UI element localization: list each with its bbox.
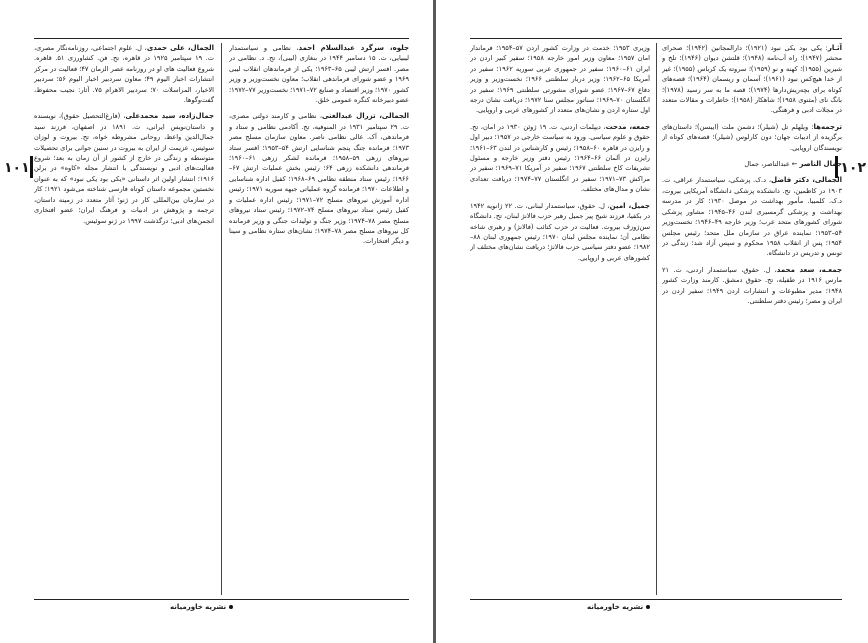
column-right — [662, 43, 842, 595]
page-number-marker — [30, 156, 33, 178]
entry — [470, 43, 650, 116]
bullet-icon — [229, 605, 233, 609]
entry-title: جمعه، مدحت — [605, 122, 650, 131]
entry — [229, 43, 409, 105]
book-gutter — [433, 0, 436, 643]
entry-text: ← عبدالناصر، جمال — [744, 160, 800, 169]
entry — [470, 122, 650, 195]
entry — [662, 122, 842, 153]
entry-title: جلوه، سرگرد عبدالسلام احمد — [298, 44, 409, 52]
entry-text: وزیری ۱۹۵۳؛ خدمت در وزارت کشور اردن ۵۷–۱۹۵۴؛ فرماندار امان ۱۹۵۷؛ معاون وزیر امور خارجه ۱۹۵۸؛ سفیر کبیر اردن در ایران ۶۱–۱۹۶۰؛ سفیر در جمهوری عربی سوریه ۱۹۶۲؛ سفیر در آمریکا ۶۵–۱۹۶۲؛ وزیر دربار سلطنتی ۱۹۶۶؛ نخست‌وزیر و وزیر دفاع ۶۷–۱۹۶۷؛ عضو شورای مشورتی سلطنتی ۱۹۶۹؛ سفیر در انگلستان ۷۰–۱۹۶۹؛ سناتور مجلس سنا ۱۹۷۲؛ دریافت نشان درجه اول ستاره اردن و نشان‌های متعدد از کشورهای عربی و اروپایی. — [470, 44, 650, 115]
entry-title: جمیل، امین — [609, 201, 650, 210]
entry-title: جمال الناصر — [799, 160, 842, 169]
entry-title: جمال‌زاده، سید محمدعلی — [125, 112, 214, 121]
entry-text: : یکی بود یکی نبود (۱۹۲۱)؛ دارالمجانین (۱۹۴۲)؛ صحرای محشر (۱۹۴۷)؛ راه آب‌نامه (۱۹۴۸)؛ قلتشن دیوان (۱۹۴۶)؛ تلخ و شیرین (۱۹۵۵)؛ کهنه و نو (۱۹۵۹)؛ سروته یک کرباس (۱۹۵۵)؛ غیر از خدا هیچ‌کس نبود (۱۹۶۱)؛ آسمان و ریسمان (۱۹۶۴)؛ قصه‌های کوتاه برای بچه‌ریش‌دارها (۱۹۷۴)؛ قصه ما به سر رسید (۱۹۷۸)؛ بانگ نای (مثنوی ۱۹۵۸)؛ شاهکار (۱۹۵۸)؛ خاطرات و مقالات متعدد در مجلات ادبی و فرهنگی. — [662, 44, 842, 115]
column-divider — [656, 43, 657, 595]
entry-text: ، دیپلمات اردنی، ت. ۱۹ ژوئن ۱۹۳۰ در امان، تح. حقوق و علوم سیاسی. ورود به سیاست خارجی در ۱۹۵۷؛ دبیر اول و رایزن در قاهره ۶۰–۱۹۵۸؛ رئیس و کارشناس در لندن ۶۳–۱۹۶۱؛ رایزن در آلمان ۶۶–۱۹۶۴؛ رئیس دفتر وزیر خارجه و مسئول تشریفات کاخ سلطنتی ۱۹۶۷؛ سفیر در آمریکا ۷۱–۱۹۶۹؛ سفیر در مراکش ۷۳–۱۹۷۱؛ سفیر در انگلستان ۷۷–۱۹۷۴؛ دریافت تعدادی نشان و مدال‌های مختلف. — [470, 122, 650, 194]
footer-title: نشریه خاورمیانه — [587, 603, 644, 611]
entry-text: ، ل. حقوق، سیاستمدار لبنانی، ت. ۲۲ ژانویه ۱۹۴۲ در بکفیا، فرزند شیخ پیر جمیل رهبر حزب فالانژ لبنان، تح. دانشگاه سن‌ژوزف بیروت. فعالیت در حزب کتائب (فالانژ) و رهبری شاخه نظامی آن؛ نماینده مجلس لبنان ۱۹۷۰؛ رئیس جمهوری لبنان ۸۸–۱۹۸۲؛ عضو دفتر سیاسی حزب فالانژ؛ دریافت نشان‌های مختلف از کشورهای عربی و اروپایی. — [470, 201, 650, 262]
entry — [662, 43, 842, 116]
entry-title: آثـار — [827, 44, 842, 52]
right-page — [437, 0, 868, 643]
entry-title: الجمالی، تزرال عبدالغنی — [321, 112, 409, 121]
page-number: ۱۰۱ — [4, 160, 30, 176]
entry — [662, 175, 842, 258]
entry-title: الجمال، علی حمدی — [146, 44, 214, 52]
entry-title: الجمالی، دکتر فاضل — [770, 176, 842, 185]
entry-text: ، نظامی و سیاستمدار لیبیایی، ت. ۱۵ دسامبر ۱۹۴۴ در بنغازی (لیبی)، تح. د. نظامی در مصر. افسر ارتش لیبی ۶۵–۱۹۶۳؛ یکی از فرماندهان انقلاب لیبی ۱۹۶۹ و عضو شورای فرماندهی انقلاب؛ معاون نخست‌وزیر و وزیر کشور ۱۹۷۰؛ وزیر اقتصاد و صنایع ۷۲–۱۹۷۱؛ نخست‌وزیر ۷۷–۱۹۷۲؛ عضو دبیرخانه کنگره عمومی خلق. — [229, 44, 409, 105]
left-page — [0, 0, 432, 643]
entry — [662, 265, 842, 307]
text-frame — [34, 38, 409, 600]
entry-text: ، ل. علوم اجتماعی، روزنامه‌نگار مصری، ت. ۱۹ سپتامبر ۱۹۲۵ در قاهره، تح. فن. کشاورزی ۵۱. قاهره. شروع فعالیت های او در روزنامه عصر الزمان ۴۷؛ فعالیت در مرکز انتشارات اخبار الیوم ۴۹؛ معاون سردبیر اخبار الیوم ۵۶؛ سردبیر الاخبار، المراسلات ۷۰؛ سردبیر الاهرام ۷۵. آثار: نجیب محفوظ، گفت‌وگوها. — [34, 44, 214, 105]
entry-text: ، نظامی و کارمند دولتی مصری، ت. ۲۹ سپتامبر ۱۹۳۱ در المنوفیه، تح. آکادمی نظامی و ستاد و فرماندهی، آک. عالی نظامی ناصر. معاون سازمان مسلح مصر ۱۹۷۳؛ فرمانده جنگ پنجم شناسایی ارتش ۵۴–۱۹۵۳؛ افسر ستاد نیروهای زرهی ۵۹–۱۹۵۸؛ فرمانده لشکر زرهی ۶۱–۱۹۶۰؛ فرماندهی دانشکده زرهی ۶۴؛ رئیس بخش عملیات ارتش ۶۷–۱۹۶۶؛ رئیس ستاد منطقه نظامی ۶۹–۱۹۶۸؛ کفیل اداره شناسایی و اطلاعات ۱۹۷۰؛ فرمانده گروه عملیاتی جبهه سوریه ۱۹۷۱؛ رئیس اداره آموزش نیروهای مسلح ۷۲–۱۹۷۱؛ رئیس اداره عملیات و کفیل رئیس ستاد نیروهای مسلح ۷۴–۱۹۷۲؛ رئیس ستاد نیروهای مسلح مصر ۷۸–۱۹۷۴؛ وزیر جنگ و تولیدات جنگی و وزیر فرمانده کل نیروهای مسلح مصر ۷۸–۱۹۷۴؛ نشان‌های ستاره نظامی و سینا و دیگر افتخارات. — [229, 112, 409, 246]
column-left — [34, 43, 214, 595]
entry — [229, 111, 409, 246]
entry — [662, 159, 842, 169]
running-footer — [587, 603, 653, 611]
running-footer — [170, 603, 236, 611]
bullet-icon — [646, 605, 650, 609]
entry-text: ، ل. حقوق، سیاستمدار اردنی، ت. ۲۱ مارس ۱۹۱۶ در طفیله، تح. حقوق دمشق. کارمند وزارت کشور ۱۹۴۸؛ مدیر مطبوعات و انتشارات اردن ۱۹۴۹؛ سفیر اردن در ایران و مصر؛ رئیس دفتر سلطنتی. — [662, 265, 842, 305]
entry-text: ، (فارغ‌التحصیل حقوق)، نویسنده و داستان‌نویس ایرانی، ت. ۱۸۹۱ در اصفهان، فرزند سید جمال‌الدین واعظ، روحانی مشروطه خواه، تح. بیروت و لوزان سوئیس. عزیمت از ایران به بیروت در سنین جوانی برای تحصیلات متوسطه و زندگی در خارج از کشور از آن زمان به بعد؛ شروع فعالیت‌های ادبی و نویسندگی با انتشار مجله «کاوه» در برلن ۱۹۱۶؛ انتشار اولین اثر داستانی «یکی بود یکی نبود» که به عنوان نخستین مجموعه داستان کوتاه فارسی شناخته می‌شود ۱۹۲۱؛ کار در سازمان بین‌المللی کار در ژنو؛ آثار متعدد در زمینه داستان، ترجمه و پژوهش در ادبیات و فرهنگ ایران؛ عضو افتخاری انجمن‌های ادبی؛ درگذشت ۱۹۹۷ در ژنو سوئیس. — [34, 112, 214, 225]
entry-title: جمعـه، سعد محمد — [776, 265, 842, 274]
text-frame — [470, 38, 842, 600]
entry-title: ترجمه‌ها — [813, 122, 842, 131]
entry-text: : ویلهلم تل (شیلر)؛ دشمن ملت (ایبسن)؛ داستان‌های برگزیده از ادبیات جهان؛ دون کارلوس (شیلر)؛ قصه‌های کوتاه از نویسندگان اروپایی. — [662, 122, 842, 152]
column-right — [229, 43, 409, 595]
entry — [470, 201, 650, 263]
entry — [34, 111, 214, 225]
entry-text: ، د.ک. پزشکی، سیاستمدار عراقی، ت. ۱۹۰۳ در کاظمین، تح. دانشکده پزشکی دانشگاه آمریکایی بیروت، د.ک. کلمبیا. مأمور بهداشت در موصل ۱۹۳۰؛ کار در مدرسه بهداشت و پزشکی گرمسیری لندن ۴۶–۱۹۴۵؛ مشاور پزشکی شورای کشورهای متحد عرب؛ وزیر خارجه ۴۹–۱۹۴۶؛ نخست‌وزیر ۵۴–۱۹۵۳؛ نماینده عراق در سازمان ملل متحد؛ رئیس مجلس ۱۹۵۴؛ پس از انقلاب ۱۹۵۸ محکوم و سپس آزاد شد؛ زندگی در تونس و تدریس در دانشگاه. — [662, 176, 842, 258]
column-left — [470, 43, 650, 595]
footer-title: نشریه خاورمیانه — [170, 603, 227, 611]
column-divider — [221, 43, 222, 595]
page-number: ۱۰۲ — [840, 160, 866, 176]
entry — [34, 43, 214, 105]
